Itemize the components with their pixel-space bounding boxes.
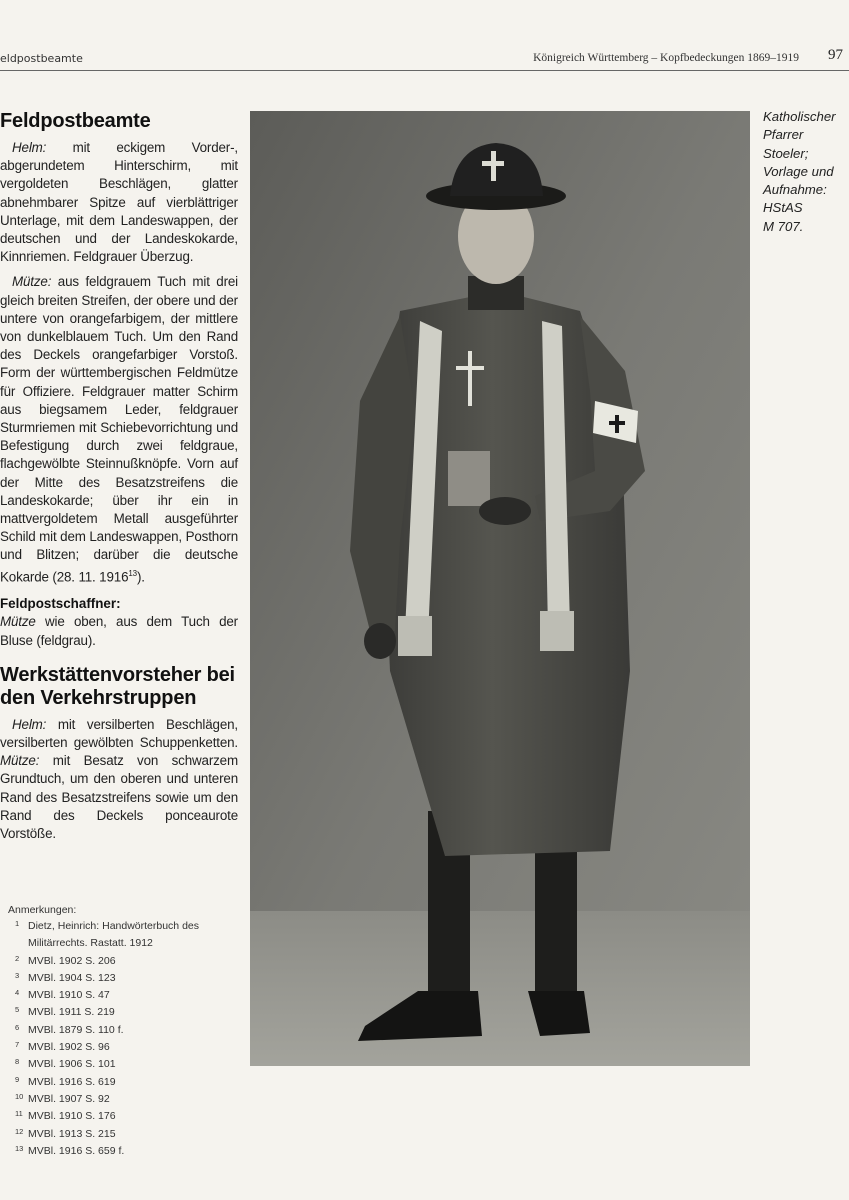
footnote-number: 3 [15,970,20,980]
footnote-text: MVBl. 1902 S. 96 [28,1041,110,1054]
helm-text: mit eckigem Vorder-, abgerundetem Hinterschirm, mit vergoldeten Beschlägen, glatter abnehmbarer Spitze auf vierblättriger Unterlage, mit dem Landeswappen, der deutschen und der Landeskokarde, Kinnriemen. Feldgrauer Überzug. [0,140,238,265]
section-title-feldpostbeamte: Feldpostbeamte [0,110,151,132]
footnote-item [8,1004,238,1021]
footnote-text: MVBl. 1911 S. 219 [28,1006,115,1019]
footnote-item [8,1039,238,1056]
footnote-item [8,987,238,1004]
muetze-text: aus feldgrauem Tuch mit drei gleich breiten Streifen, der obere und der untere von orangefarbigem, der mittlere von dunkelblauem Tuch. Um den Rand des Deckels orangefarbiger Vorstoß. Form der württembergischen Feldmütze für Offiziere. Feldgrauer matter Schirm aus biegsamem Leder, feldgrauer Sturmriemen mit Schiebevorrichtung und Befestigung durch zwei feldgraue, flachgewölbte Steinnußknöpfe. Vorn auf der Mitte des Besatzstreifens die Landeskokarde; über ihr ein in mattvergoldetem Metall ausgeführter Schild mit dem Landeswappen, Posthorn und Blitzen; darüber die deutsche Kokarde (28. 11. 1916 [0,274,238,585]
paragraph-muetze [0,273,238,586]
footnote-number: 8 [15,1057,20,1067]
caption-line: Stoeler; [763,145,809,161]
helm-lead: Helm: [12,140,47,155]
section2-muetze-lead: Mütze: [0,753,40,769]
left-text-column [0,110,238,843]
page-number: 97 [828,47,843,63]
footnote-text: MVBl. 1916 S. 659 f. [28,1144,125,1157]
running-head [0,46,849,70]
footnote-ref-13: 13 [128,568,137,578]
footnote-number: 6 [15,1022,20,1032]
footnotes-title: Anmerkungen: [8,904,77,916]
footnote-number: 2 [15,953,20,963]
caption-line: Vorlage und [763,163,834,179]
paragraph-werkstaetten [0,716,238,843]
paragraph-helm [0,139,238,266]
section2-title-line2: den Verkehrstruppen [0,686,197,709]
footnote-item [8,970,238,987]
footnote-item [8,1091,238,1108]
section2-title-line1: Werkstättenvorsteher bei [0,663,235,686]
subhead-feldpostschaffner: Feldpostschaffner: [0,596,121,612]
footnote-item [8,1022,238,1039]
running-head-title: Königreich Württemberg – Kopfbedeckungen 1869–1919 [533,52,799,64]
caption-line: HStAS [763,200,803,216]
footnote-number: 12 [15,1126,24,1136]
portrait-photograph [250,111,750,1066]
footnote-number: 1 [15,919,20,928]
footnotes-list [8,918,238,1160]
caption-lines [763,108,847,236]
footnote-item [8,1108,238,1125]
portrait-figure [250,111,750,1066]
footnote-item [8,953,238,970]
section2-helm-lead: Helm: [12,716,47,732]
muetze-lead: Mütze: [12,274,52,290]
footnote-item [8,1056,238,1073]
footnote-text: MVBl. 1879 S. 110 f. [28,1023,124,1036]
section2-muetze-text: mit Besatz von schwarzem Grundtuch, um den oberen und unteren Rand des Besatzstreifens sowie um den Rand des Deckels ponceaurote Vorstöße. [0,753,238,841]
footnote-item [8,1126,238,1143]
footnote-text: MVBl. 1916 S. 619 [28,1075,116,1088]
footnote-text: MVBl. 1910 S. 47 [28,989,110,1002]
caption-line: Katholischer [763,109,836,124]
footnote-number: 10 [15,1091,24,1101]
paragraph-feldpostschaffner [0,613,238,649]
reverse-page-show-through [256,1072,696,1200]
footnote-item [8,1074,238,1091]
footnote-number: 11 [15,1109,23,1119]
footnote-number: 9 [15,1074,20,1084]
footnote-item [8,918,238,953]
footnote-item [8,1143,238,1160]
header-rule [0,70,849,71]
running-head-section: eldpostbeamte [0,52,83,65]
footnote-text: MVBl. 1906 S. 101 [28,1058,116,1071]
footnote-text: MVBl. 1910 S. 176 [28,1110,116,1123]
section2-helm-text: mit versilberten Beschlägen, versilberten gewölbten Schuppenketten. [0,716,238,750]
footnote-number: 5 [15,1005,20,1015]
footnote-number: 4 [15,988,20,998]
footnote-text: MVBl. 1902 S. 206 [28,954,116,967]
footnote-text: Dietz, Heinrich: Handwörterbuch des Militärrechts. Rastatt. 1912 [28,920,199,950]
section-title-werkstaettenvorsteher [0,664,238,710]
sub-lead: Mütze [0,614,36,630]
sub-text: wie oben, aus dem Tuch der Bluse (feldgrau). [0,614,238,648]
muetze-end: ). [136,569,145,585]
caption-line: Aufnahme: [763,182,827,198]
footnote-text: MVBl. 1913 S. 215 [28,1127,116,1140]
footnote-text: MVBl. 1904 S. 123 [28,971,116,984]
footnote-number: 7 [15,1040,20,1050]
footnote-text: MVBl. 1907 S. 92 [28,1092,110,1105]
caption-line: Pfarrer [763,127,804,143]
footnote-number: 13 [15,1143,24,1153]
photo-caption [763,108,847,236]
footnotes [8,904,238,1160]
caption-line: M 707. [763,218,804,234]
